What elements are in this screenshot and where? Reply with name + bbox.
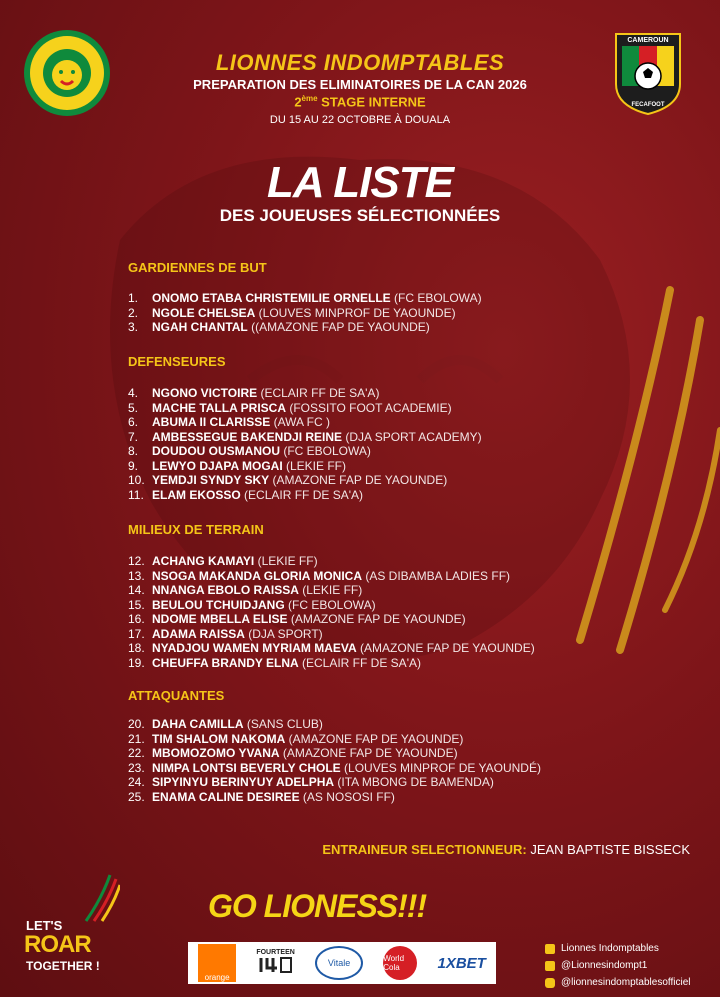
coach-label: ENTRAINEUR SELECTIONNEUR: — [322, 842, 527, 857]
fourteen-label: FOURTEEN — [256, 949, 295, 956]
player-number: 24. — [128, 775, 145, 789]
player-club: (AMAZONE FAP DE YAOUNDE) — [287, 612, 466, 626]
lets-roar-together-logo — [22, 915, 122, 985]
player-row — [128, 656, 421, 670]
roar-line-3: TOGETHER ! — [26, 959, 100, 973]
player-name: TIM SHALOM NAKOMA — [152, 731, 286, 746]
player-row — [128, 627, 323, 641]
event-dates: DU 15 AU 22 OCTOBRE À DOUALA — [269, 114, 451, 126]
player-row — [128, 306, 456, 320]
player-club: (AWA FC ) — [270, 415, 331, 429]
player-name: NIMPA LONTSI BEVERLY CHOLE — [152, 760, 341, 775]
player-name: YEMDJI SYNDY SKY — [152, 473, 270, 487]
player-number: 19. — [128, 655, 145, 670]
player-row — [128, 732, 463, 746]
player-row — [128, 554, 318, 568]
player-row — [128, 569, 510, 583]
world-cola-label: World Cola — [383, 954, 405, 972]
player-name: AMBESSEGUE BAKENDJI REINE — [152, 429, 343, 444]
coach-name: JEAN BAPTISTE BISSECK — [526, 842, 690, 857]
stage-text: STAGE INTERNE — [317, 94, 426, 110]
player-name: MBOMOZOMO YVANA — [152, 746, 280, 760]
team-title: LIONNES INDOMPTABLES — [215, 50, 505, 75]
fourteen-sponsor-logo — [256, 949, 295, 977]
player-row — [128, 386, 379, 400]
player-number: 1. — [128, 291, 139, 305]
player-name: NNANGA EBOLO RAISSA — [152, 583, 299, 597]
1xbet-sponsor-logo: 1XBET — [437, 954, 486, 972]
section-title: DEFENSEURES — [128, 354, 226, 369]
fourteen-14-icon — [259, 956, 293, 974]
player-number: 8. — [128, 444, 139, 458]
player-club: (LEKIE FF) — [254, 554, 318, 568]
player-number: 3. — [128, 320, 139, 334]
player-club: (AMAZONE FAP DE YAOUNDE) — [279, 746, 458, 760]
player-name: MACHE TALLA PRISCA — [152, 400, 286, 415]
player-club: (AS DIBAMBA LADIES FF) — [362, 568, 511, 583]
player-name: ONOMO ETABA CHRISTEMILIE ORNELLE — [152, 291, 391, 305]
player-club: (LEKIE FF) — [298, 583, 363, 597]
orange-sponsor-logo — [198, 944, 236, 982]
player-name: NYADJOU WAMEN MYRIAM MAEVA — [152, 641, 357, 655]
player-club: (SANS CLUB) — [243, 717, 323, 731]
section-title: GARDIENNES DE BUT — [128, 260, 267, 275]
player-club: (AMAZONE FAP DE YAOUNDE) — [285, 731, 464, 746]
stage-suffix: ème — [301, 94, 318, 103]
player-name: DAHA CAMILLA — [152, 717, 244, 731]
player-name: NSOGA MAKANDA GLORIA MONICA — [152, 568, 362, 583]
player-club: (ECLAIR FF DE SA'A) — [257, 386, 380, 400]
player-club: ((AMAZONE FAP DE YAOUNDE) — [247, 320, 430, 334]
player-name: CHEUFFA BRANDY ELNA — [152, 655, 299, 670]
stage-number: 2 — [294, 94, 302, 110]
section-title: ATTAQUANTES — [128, 688, 225, 703]
roar-line-2: ROAR — [24, 931, 91, 958]
roar-line-1: LET'S — [26, 918, 63, 933]
player-row — [128, 291, 482, 305]
go-lioness-slogan: GO LIONESS!!! — [208, 888, 427, 924]
player-club: (ITA MBONG DE BAMENDA) — [334, 775, 494, 789]
instagram-link[interactable] — [545, 974, 691, 991]
player-club: (LOUVES MINPROF DE YAOUNDÉ) — [340, 760, 541, 775]
player-number: 15. — [128, 597, 145, 612]
player-club: (FC EBOLOWA) — [284, 597, 376, 612]
player-row — [128, 790, 395, 804]
player-row — [128, 430, 482, 444]
player-name: ELAM EKOSSO — [152, 487, 241, 502]
player-name: LEWYO DJAPA MOGAI — [152, 458, 283, 473]
player-row — [128, 415, 330, 429]
player-row — [128, 717, 323, 731]
player-club: (FOSSITO FOOT ACADEMIE) — [286, 400, 452, 415]
player-number: 21. — [128, 731, 145, 746]
player-name: NGONO VICTOIRE — [152, 386, 258, 400]
social-links — [545, 940, 691, 991]
player-row — [128, 761, 541, 775]
player-club: (AMAZONE FAP DE YAOUNDE) — [356, 641, 535, 655]
vitale-sponsor-logo — [315, 946, 363, 980]
vitale-label: Vitale — [327, 958, 351, 968]
player-row — [128, 641, 535, 655]
player-row — [128, 459, 346, 473]
fecafoot-bottom-text: FECAFOOT — [631, 102, 665, 108]
coach-line — [322, 842, 690, 857]
player-row — [128, 320, 430, 334]
player-number: 12. — [128, 554, 145, 568]
facebook-link[interactable] — [545, 940, 691, 957]
stage-title — [0, 94, 720, 109]
player-row — [128, 488, 363, 502]
player-number: 20. — [128, 717, 145, 731]
player-number: 17. — [128, 626, 145, 641]
player-club: (FC EBOLOWA) — [280, 444, 371, 458]
player-name: ABUMA II CLARISSE — [152, 415, 271, 429]
player-row — [128, 598, 376, 612]
player-number: 2. — [128, 305, 139, 320]
player-number: 11. — [128, 487, 144, 502]
main-subtitle: DES JOUEUSES SÉLECTIONNÉES — [219, 206, 501, 225]
player-number: 6. — [128, 415, 139, 429]
twitter-handle: @Lionnesindompt1 — [561, 960, 648, 971]
player-name: SIPYINYU BERINYUY ADELPHA — [152, 775, 335, 789]
fecafoot-top-text: CAMEROUN — [627, 37, 669, 44]
player-number: 22. — [128, 746, 145, 760]
player-row — [128, 746, 458, 760]
sponsors-strip — [188, 942, 496, 984]
orange-label: orange — [204, 973, 230, 982]
player-club: (DJA SPORT) — [244, 626, 323, 641]
player-name: ADAMA RAISSA — [152, 626, 245, 641]
claw-icon — [80, 873, 120, 923]
player-number: 7. — [128, 429, 139, 444]
player-club: (ECLAIR FF DE SA'A) — [240, 487, 363, 502]
twitter-link[interactable] — [545, 957, 691, 974]
instagram-handle: @lionnesindomptablesofficiel — [561, 977, 691, 988]
player-club: (DJA SPORT ACADEMY) — [342, 429, 482, 444]
player-number: 18. — [128, 641, 145, 655]
player-name: NGOLE CHELSEA — [152, 305, 256, 320]
world-cola-sponsor-logo — [383, 946, 417, 980]
player-club: (AMAZONE FAP DE YAOUNDE) — [269, 473, 448, 487]
player-number: 13. — [128, 568, 145, 583]
main-title: LA LISTE — [267, 158, 453, 207]
player-name: BEULOU TCHUIDJANG — [152, 597, 285, 612]
player-number: 9. — [128, 458, 139, 473]
player-number: 23. — [128, 760, 145, 775]
player-club: (LEKIE FF) — [282, 458, 347, 473]
player-number: 4. — [128, 386, 139, 400]
player-number: 25. — [128, 789, 145, 804]
player-name: NDOME MBELLA ELISE — [152, 612, 288, 626]
player-number: 16. — [128, 612, 145, 626]
player-row — [128, 444, 371, 458]
player-row — [128, 583, 362, 597]
player-number: 10. — [128, 473, 145, 487]
player-club: (LOUVES MINPROF DE YAOUNDE) — [255, 305, 456, 320]
player-row — [128, 775, 494, 789]
player-club: (AS NOSOSI FF) — [299, 789, 395, 804]
section-title: MILIEUX DE TERRAIN — [128, 522, 264, 537]
player-name: ACHANG KAMAYI — [152, 554, 255, 568]
player-name: NGAH CHANTAL — [152, 320, 248, 334]
event-subtitle: PREPARATION DES ELIMINATOIRES DE LA CAN 2026 — [193, 77, 527, 92]
twitter-icon — [545, 961, 555, 971]
facebook-icon — [545, 944, 555, 954]
player-club: (ECLAIR FF DE SA'A) — [298, 655, 421, 670]
player-club: (FC EBOLOWA) — [390, 291, 482, 305]
player-name: ENAMA CALINE DESIREE — [152, 789, 300, 804]
claw-marks-decoration — [570, 280, 720, 660]
player-row — [128, 473, 447, 487]
player-row — [128, 612, 466, 626]
instagram-icon — [545, 978, 555, 988]
player-row — [128, 401, 452, 415]
player-number: 14. — [128, 583, 145, 597]
player-name: DOUDOU OUSMANOU — [152, 444, 280, 458]
player-number: 5. — [128, 400, 139, 415]
facebook-handle: Lionnes Indomptables — [561, 943, 659, 954]
